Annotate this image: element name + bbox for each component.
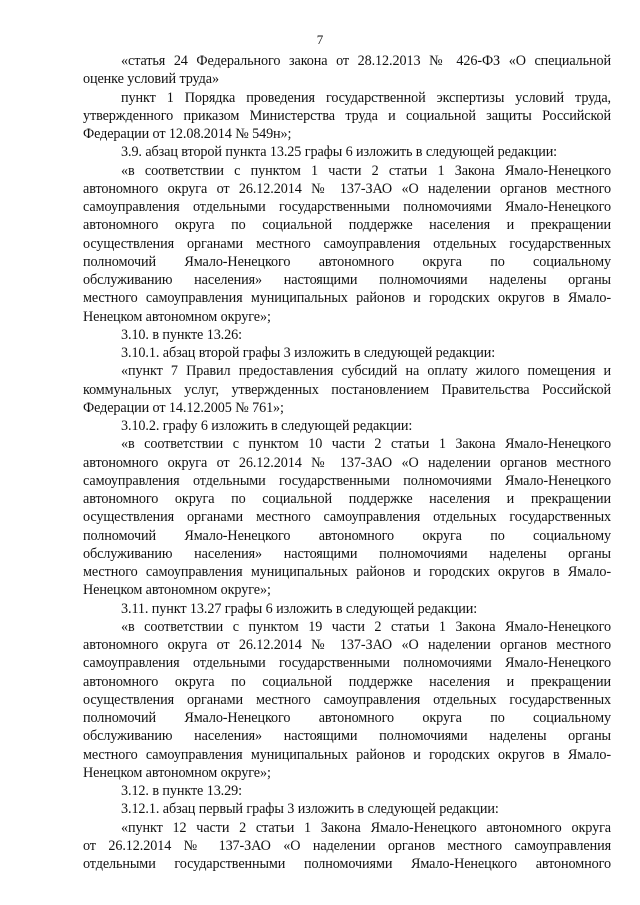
text-line: самоуправления отдельными государственными полномочиями Ямало-Ненецкого (83, 472, 611, 489)
text-line: 3.11. пункт 13.27 графы 6 изложить в следующей редакции: (121, 600, 478, 617)
text-line: местного самоуправления муниципальных районов и городских округов в Ямало- (83, 290, 611, 307)
text-line: автономного округа от 26.12.2014 № 137-ЗАО «О наделении органов местного (83, 637, 611, 653)
text-line: Федерации от 14.12.2005 № 761»; (83, 399, 284, 416)
text-line: 3.10.1. абзац второй графы 3 изложить в следующей редакции: (121, 345, 496, 361)
text-line: отдельными государственными полномочиями Ямало-Ненецкого автономного (83, 856, 611, 872)
text-line: 3.10.2. графу 6 изложить в следующей редакции: (121, 418, 413, 434)
text-line: автономного округа от 26.12.2014 № 137-ЗАО «О наделении органов местного (83, 180, 611, 197)
text-line: полномочий Ямало-Ненецкого автономного округа по социальному (83, 527, 611, 544)
text-line: автономного округа по социальной поддержке населения и прекращении (83, 217, 611, 234)
text-line: «в соответствии с пунктом 10 части 2 статьи 1 Закона Ямало-Ненецкого (121, 436, 611, 453)
text-line: 3.12.1. абзац первый графы 3 изложить в следующей редакции: (121, 801, 499, 818)
text-line: «пункт 7 Правил предоставления субсидий на оплату жилого помещения и (121, 363, 611, 380)
text-line: осуществления органами местного самоуправления отдельных государственных (83, 509, 611, 526)
text-line: местного самоуправления муниципальных районов и городских округов в Ямало- (83, 564, 611, 580)
text-line: осуществления органами местного самоуправления отдельных государственных (83, 235, 611, 252)
text-line: автономного округа от 26.12.2014 № 137-ЗАО «О наделении органов местного (83, 454, 611, 471)
document-body (83, 52, 611, 873)
text-line: автономного округа по социальной поддержке населения и прекращении (83, 673, 611, 690)
text-line: Ненецком автономном округе»; (83, 308, 271, 325)
text-line: местного самоуправления муниципальных районов и городских округов в Ямало- (83, 746, 611, 763)
text-line: «в соответствии с пунктом 1 части 2 статьи 1 Закона Ямало-Ненецкого (121, 162, 611, 179)
text-line: Федерации от 12.08.2014 № 549н»; (83, 126, 292, 142)
text-line: коммунальных услуг, утвержденных постановлением Правительства Российской (83, 381, 611, 398)
text-line: самоуправления отдельными государственными полномочиями Ямало-Ненецкого (83, 655, 611, 672)
text-line: 3.10. в пункте 13.26: (121, 326, 242, 343)
text-line: «статья 24 Федерального закона от 28.12.2013 № 426-ФЗ «О специальной (121, 53, 611, 69)
page-number: 7 (316, 32, 324, 47)
text-line: осуществления органами местного самоуправления отдельных государственных (83, 691, 611, 708)
text-line: 3.12. в пункте 13.29: (121, 783, 242, 799)
text-line: обслуживанию населения» настоящими полномочиями наделены органы (83, 545, 611, 562)
text-line: 3.9. абзац второй пункта 13.25 графы 6 изложить в следующей редакции: (121, 144, 558, 161)
text-line: автономного округа по социальной поддержке населения и прекращении (83, 491, 611, 507)
text-line: обслуживанию населения» настоящими полномочиями наделены органы (83, 272, 611, 288)
text-line: «пункт 12 части 2 статьи 1 Закона Ямало-Ненецкого автономного округа (121, 819, 611, 836)
text-line: утвержденного приказом Министерства труда и социальной защиты Российской (83, 107, 611, 124)
text-line: «в соответствии с пунктом 19 части 2 статьи 1 Закона Ямало-Ненецкого (121, 618, 611, 635)
text-line: Ненецком автономном округе»; (83, 764, 271, 781)
text-line: обслуживанию населения» настоящими полномочиями наделены органы (83, 728, 611, 745)
text-line: полномочий Ямало-Ненецкого автономного округа по социальному (83, 253, 611, 270)
text-line: самоуправления отдельными государственными полномочиями Ямало-Ненецкого (83, 199, 611, 215)
text-line: от 26.12.2014 № 137-ЗАО «О наделении органов местного самоуправления (83, 837, 611, 854)
text-line: оценке условий труда» (83, 71, 219, 88)
text-line: Ненецком автономном округе»; (83, 582, 271, 599)
text-line: пункт 1 Порядка проведения государственной экспертизы условий труда, (121, 89, 611, 106)
text-line: полномочий Ямало-Ненецкого автономного округа по социальному (83, 710, 611, 726)
